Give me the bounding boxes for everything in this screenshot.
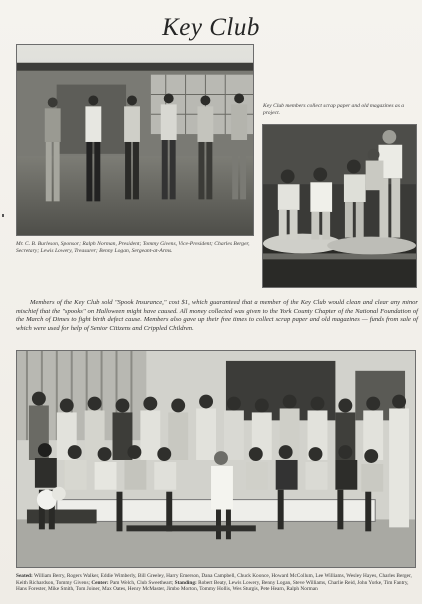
scrap-paper-caption: Key Club members collect scrap paper and old magazines as a project. bbox=[263, 103, 405, 116]
group-caption bbox=[16, 573, 420, 593]
page-title: Key Club bbox=[162, 14, 260, 41]
center-label: Center: bbox=[91, 579, 109, 586]
seated-label: Seated: bbox=[16, 573, 33, 579]
seated-names: William Berry, Rogers Walker, Eddie Wimberly, Bill Greeley, Harry Emerson, Dana Campbell, Chuck Koonce, Howard McCollum, Lee Williams, Wesley Hayes, Charles Berger, Keith Richardson, Tommy Givens; bbox=[16, 573, 412, 586]
body-paragraph: Members of the Key Club sold "Spook Insurance," cost $1, which guaranteed that a member of the Key Club would clean and clear any minor mischief that the "spooks" on Halloween might have caused. All money collected was given to the York County Chapter of the National Foundation of the March of Dimes to fight birth defect cause. Members also gave up their free times to collect scrap paper and old magazines — funds from sale of which were used for help of Senior Citizens and Crippled Children. bbox=[16, 299, 418, 333]
officers-photo bbox=[16, 44, 254, 236]
standing-names: Robert Beaty, Lewis Lowery, Benny Logan, Steve Williams, Charlie Reid, John Yorke, Tim Fantry, Hans Forester, Mike Smith, Tom Joiner, Max Oates, Henry McMaster, Jimbo Morton, Tommy Hollis, Wes Sturgis, Pete Hearn, Ralph Norman bbox=[16, 579, 409, 593]
page-mark bbox=[2, 214, 4, 217]
group-photo-image bbox=[17, 351, 415, 567]
officers-photo-image bbox=[17, 45, 253, 235]
officers-caption: Mr. C. B. Burleson, Sponsor; Ralph Norman, President; Tommy Givens, Vice-President; Charles Berger, Secretary; Lewis Lowery, Treasurer; Benny Logan, Sergeant-at-Arms. bbox=[16, 241, 250, 254]
standing-label: Standing: bbox=[174, 579, 197, 586]
center-names: Pam Welch, Club Sweetheart; bbox=[110, 579, 174, 586]
scrap-paper-photo-image bbox=[263, 125, 416, 287]
scrap-paper-photo bbox=[262, 124, 417, 288]
group-photo bbox=[16, 350, 416, 568]
